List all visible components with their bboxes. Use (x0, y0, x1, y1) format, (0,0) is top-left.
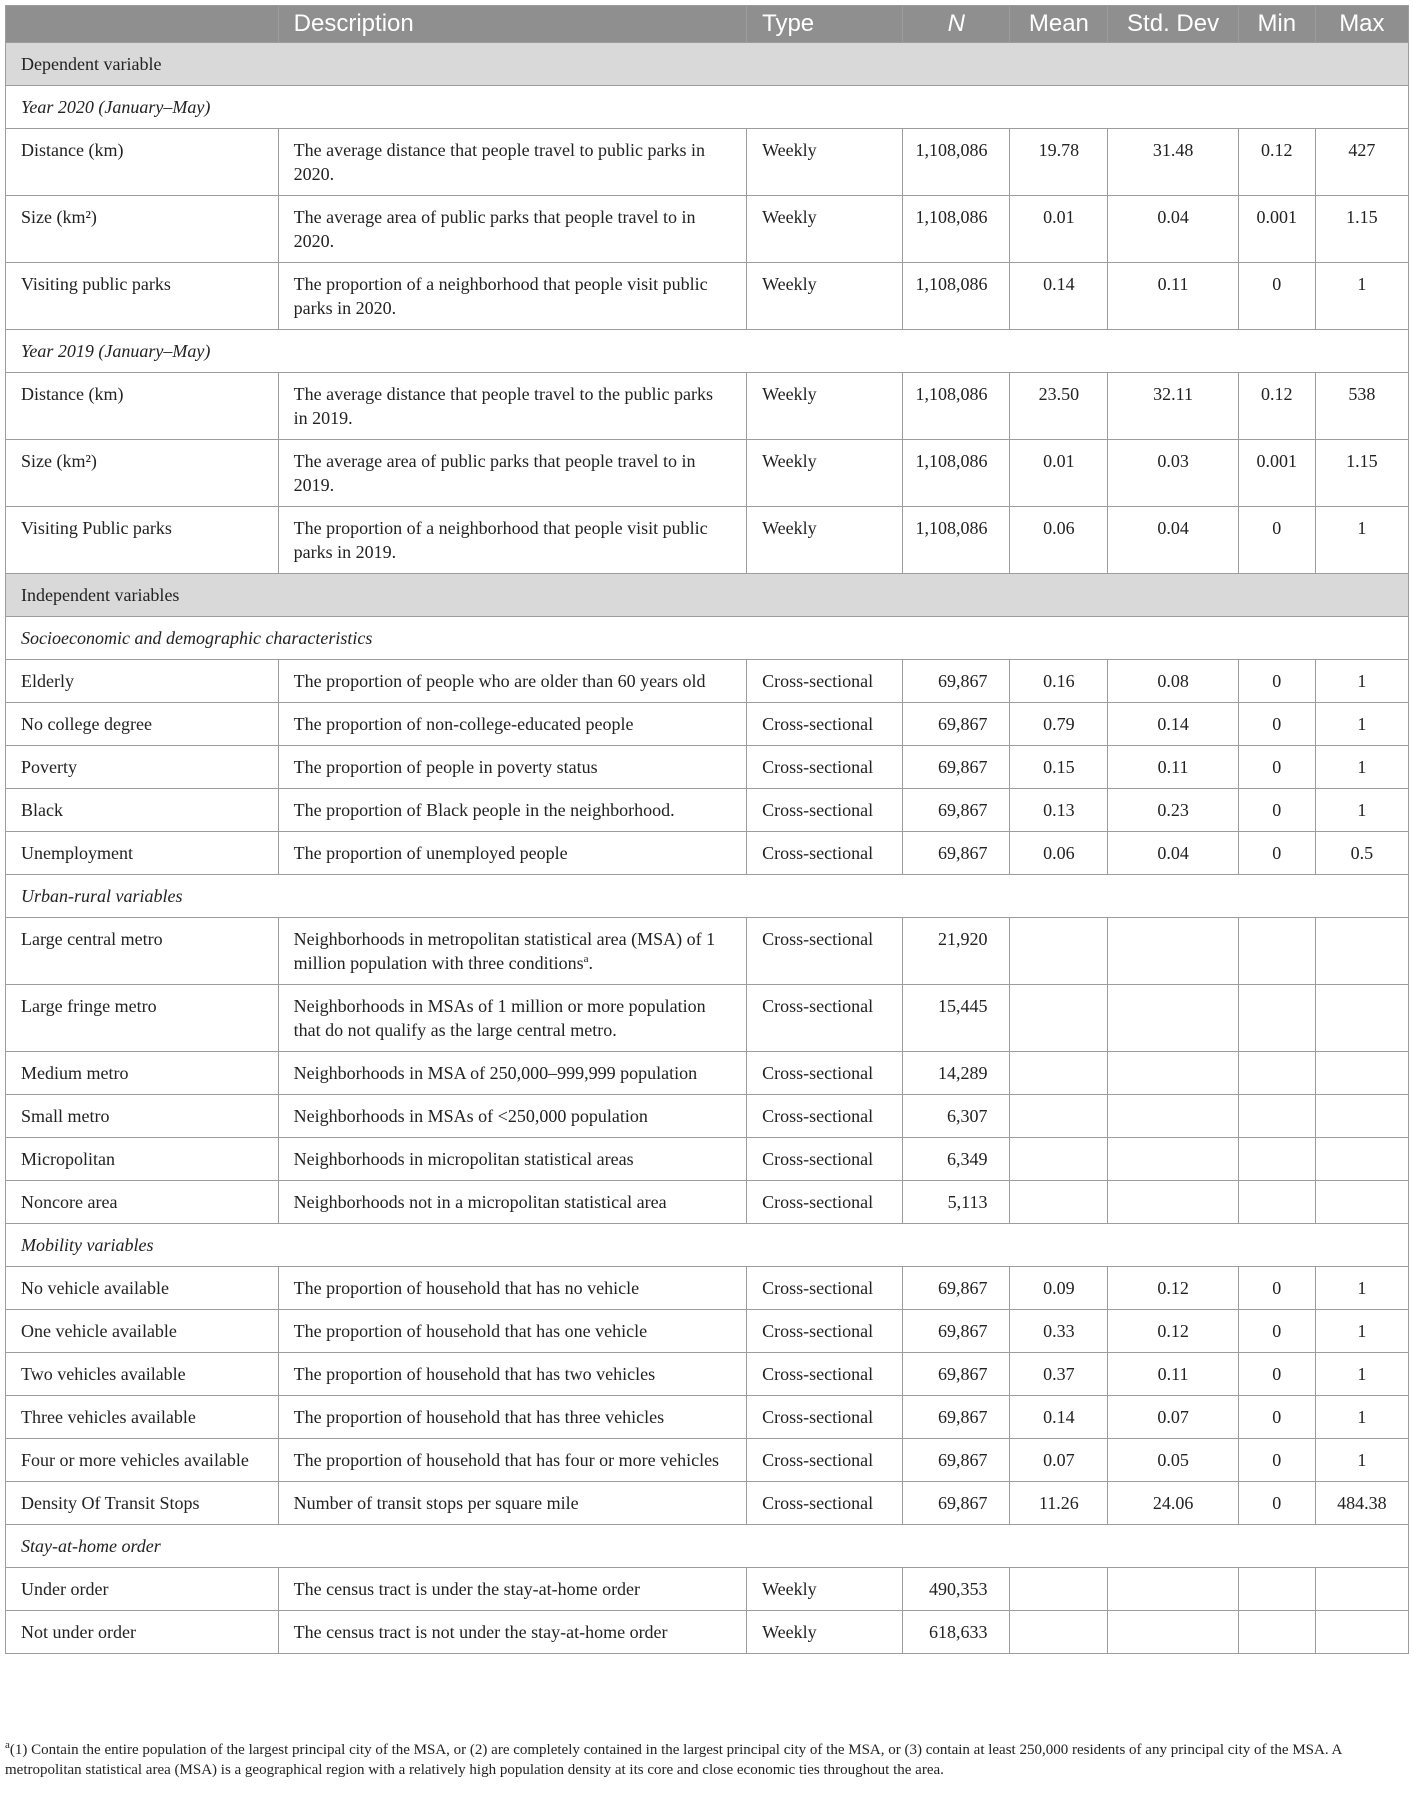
cell-max: 1 (1315, 703, 1408, 746)
cell-std-dev (1108, 1181, 1239, 1224)
cell-n: 69,867 (903, 789, 1010, 832)
table-row (6, 918, 1409, 985)
cell-mean: 0.06 (1010, 832, 1108, 875)
description-text: Number of transit stops per square mile (293, 1493, 579, 1513)
descriptive-statistics-table (5, 5, 1409, 1654)
subsection-row (6, 1525, 1409, 1568)
table-row (6, 832, 1409, 875)
cell-max: 1.15 (1315, 440, 1408, 507)
table-row (6, 129, 1409, 196)
table-row (6, 263, 1409, 330)
cell-n: 618,633 (903, 1611, 1010, 1654)
cell-type: Cross-sectional (747, 1095, 903, 1138)
table-row (6, 1439, 1409, 1482)
cell-description (278, 1611, 746, 1654)
cell-std-dev (1108, 1611, 1239, 1654)
cell-variable: Under order (6, 1568, 279, 1611)
cell-std-dev: 0.11 (1108, 263, 1239, 330)
subsection-title: Stay-at-home order (6, 1525, 1409, 1568)
cell-description (278, 1396, 746, 1439)
cell-n: 69,867 (903, 1396, 1010, 1439)
cell-variable: Distance (km) (6, 373, 279, 440)
cell-max (1315, 1611, 1408, 1654)
subsection-title: Year 2020 (January–May) (6, 86, 1409, 129)
cell-max (1315, 1052, 1408, 1095)
cell-variable: Small metro (6, 1095, 279, 1138)
section-title: Independent variables (6, 574, 1409, 617)
cell-mean: 19.78 (1010, 129, 1108, 196)
cell-description (278, 1482, 746, 1525)
cell-variable: Visiting public parks (6, 263, 279, 330)
table-row (6, 1396, 1409, 1439)
cell-variable: Large central metro (6, 918, 279, 985)
cell-variable: Four or more vehicles available (6, 1439, 279, 1482)
cell-mean: 0.09 (1010, 1267, 1108, 1310)
cell-n: 1,108,086 (903, 440, 1010, 507)
cell-type: Weekly (747, 440, 903, 507)
cell-type: Weekly (747, 263, 903, 330)
cell-n: 14,289 (903, 1052, 1010, 1095)
cell-min: 0 (1238, 1353, 1315, 1396)
cell-min: 0.001 (1238, 440, 1315, 507)
cell-std-dev (1108, 1052, 1239, 1095)
cell-variable: Distance (km) (6, 129, 279, 196)
cell-min: 0 (1238, 1482, 1315, 1525)
cell-description (278, 440, 746, 507)
cell-mean: 0.15 (1010, 746, 1108, 789)
description-text: Neighborhoods in MSA of 250,000–999,999 population (293, 1063, 698, 1083)
description-tail: . (588, 953, 594, 973)
cell-variable: Noncore area (6, 1181, 279, 1224)
subsection-row (6, 617, 1409, 660)
cell-variable: Size (km²) (6, 440, 279, 507)
cell-max (1315, 1568, 1408, 1611)
cell-type: Cross-sectional (747, 985, 903, 1052)
description-text: The average distance that people travel to the public parks in 2019. (293, 384, 713, 428)
subsection-row (6, 875, 1409, 918)
cell-description (278, 660, 746, 703)
cell-mean: 23.50 (1010, 373, 1108, 440)
cell-min (1238, 1611, 1315, 1654)
description-text: The census tract is not under the stay-at-home order (293, 1622, 668, 1642)
cell-min: 0 (1238, 746, 1315, 789)
table-row (6, 660, 1409, 703)
table-row (6, 1482, 1409, 1525)
section-row (6, 574, 1409, 617)
footnote-text: (1) Contain the entire population of the largest principal city of the MSA, or (2) are completely contained in the largest principal city of the MSA, or (3) contain at least 250,000 residents of any principal city of the MSA. A metropolitan statistical area (MSA) is a geographical region with a relatively high population density at its core and close economic ties throughout the area. (5, 1742, 1342, 1778)
cell-min: 0 (1238, 507, 1315, 574)
cell-type: Cross-sectional (747, 1482, 903, 1525)
table-footnote (5, 1740, 1409, 1780)
cell-description (278, 1310, 746, 1353)
cell-n: 69,867 (903, 1310, 1010, 1353)
cell-std-dev: 0.07 (1108, 1396, 1239, 1439)
cell-n: 1,108,086 (903, 196, 1010, 263)
subsection-row (6, 330, 1409, 373)
cell-description (278, 129, 746, 196)
cell-type: Weekly (747, 507, 903, 574)
description-text: The proportion of household that has two vehicles (293, 1364, 656, 1384)
description-text: The proportion of household that has three vehicles (293, 1407, 665, 1427)
cell-mean: 0.37 (1010, 1353, 1108, 1396)
header-variable (6, 6, 279, 43)
cell-max (1315, 918, 1408, 985)
cell-description (278, 918, 746, 985)
cell-max: 1 (1315, 789, 1408, 832)
description-text: The proportion of non-college-educated people (293, 714, 634, 734)
subsection-row (6, 86, 1409, 129)
cell-mean (1010, 918, 1108, 985)
cell-min (1238, 1138, 1315, 1181)
cell-n: 6,349 (903, 1138, 1010, 1181)
cell-type: Cross-sectional (747, 746, 903, 789)
cell-mean (1010, 1181, 1108, 1224)
description-text: The census tract is under the stay-at-home order (293, 1579, 641, 1599)
cell-variable: No vehicle available (6, 1267, 279, 1310)
cell-variable: Medium metro (6, 1052, 279, 1095)
cell-std-dev (1108, 1138, 1239, 1181)
description-text: Neighborhoods in MSAs of <250,000 population (293, 1106, 648, 1126)
table-row (6, 1310, 1409, 1353)
description-text: Neighborhoods not in a micropolitan statistical area (293, 1192, 667, 1212)
cell-min: 0.12 (1238, 373, 1315, 440)
cell-n: 69,867 (903, 832, 1010, 875)
cell-max: 484.38 (1315, 1482, 1408, 1525)
cell-type: Weekly (747, 1611, 903, 1654)
cell-n: 69,867 (903, 746, 1010, 789)
cell-type: Weekly (747, 129, 903, 196)
description-text: The proportion of a neighborhood that people visit public parks in 2019. (293, 518, 708, 562)
cell-min: 0 (1238, 703, 1315, 746)
cell-description (278, 263, 746, 330)
cell-n: 69,867 (903, 1439, 1010, 1482)
section-title: Dependent variable (6, 43, 1409, 86)
cell-n: 15,445 (903, 985, 1010, 1052)
subsection-title: Urban-rural variables (6, 875, 1409, 918)
cell-mean: 0.14 (1010, 1396, 1108, 1439)
cell-std-dev: 0.04 (1108, 832, 1239, 875)
cell-type: Cross-sectional (747, 660, 903, 703)
cell-max: 0.5 (1315, 832, 1408, 875)
cell-min: 0 (1238, 832, 1315, 875)
cell-type: Cross-sectional (747, 703, 903, 746)
table-body (6, 43, 1409, 1654)
cell-std-dev: 0.11 (1108, 746, 1239, 789)
header-description: Description (278, 6, 746, 43)
cell-max: 1 (1315, 1310, 1408, 1353)
cell-mean (1010, 1095, 1108, 1138)
cell-type: Cross-sectional (747, 918, 903, 985)
cell-max: 1 (1315, 746, 1408, 789)
cell-min (1238, 985, 1315, 1052)
cell-mean (1010, 1611, 1108, 1654)
cell-type: Cross-sectional (747, 1181, 903, 1224)
cell-std-dev (1108, 918, 1239, 985)
cell-type: Cross-sectional (747, 1138, 903, 1181)
cell-mean: 0.33 (1010, 1310, 1108, 1353)
cell-max (1315, 1138, 1408, 1181)
table-row (6, 440, 1409, 507)
cell-description (278, 832, 746, 875)
cell-mean: 0.06 (1010, 507, 1108, 574)
cell-max: 1 (1315, 1396, 1408, 1439)
cell-std-dev: 0.12 (1108, 1267, 1239, 1310)
table-row (6, 1052, 1409, 1095)
cell-n: 1,108,086 (903, 129, 1010, 196)
cell-n: 6,307 (903, 1095, 1010, 1138)
table-container (5, 5, 1409, 1654)
cell-std-dev: 0.05 (1108, 1439, 1239, 1482)
description-text: The proportion of a neighborhood that people visit public parks in 2020. (293, 274, 708, 318)
cell-variable: Three vehicles available (6, 1396, 279, 1439)
cell-std-dev: 0.23 (1108, 789, 1239, 832)
description-text: The proportion of Black people in the neighborhood. (293, 800, 675, 820)
description-text: Neighborhoods in metropolitan statistical area (MSA) of 1 million population with three conditions (293, 929, 716, 973)
cell-std-dev: 0.08 (1108, 660, 1239, 703)
cell-n: 21,920 (903, 918, 1010, 985)
cell-max (1315, 985, 1408, 1052)
cell-std-dev: 0.04 (1108, 507, 1239, 574)
cell-type: Weekly (747, 373, 903, 440)
cell-max (1315, 1181, 1408, 1224)
table-row (6, 1611, 1409, 1654)
cell-variable: Visiting Public parks (6, 507, 279, 574)
cell-type: Weekly (747, 196, 903, 263)
cell-mean: 0.16 (1010, 660, 1108, 703)
header-mean: Mean (1010, 6, 1108, 43)
table-row (6, 1267, 1409, 1310)
cell-variable: Black (6, 789, 279, 832)
cell-max: 1 (1315, 507, 1408, 574)
description-text: The proportion of unemployed people (293, 843, 568, 863)
cell-std-dev: 0.12 (1108, 1310, 1239, 1353)
cell-mean: 0.01 (1010, 440, 1108, 507)
description-text: Neighborhoods in MSAs of 1 million or more population that do not qualify as the large central metro. (293, 996, 706, 1040)
table-row (6, 746, 1409, 789)
cell-type: Cross-sectional (747, 1396, 903, 1439)
cell-variable: Size (km²) (6, 196, 279, 263)
cell-n: 69,867 (903, 1482, 1010, 1525)
description-text: The average area of public parks that people travel to in 2020. (293, 207, 696, 251)
cell-std-dev: 0.03 (1108, 440, 1239, 507)
cell-n: 69,867 (903, 660, 1010, 703)
cell-n: 1,108,086 (903, 507, 1010, 574)
cell-n: 1,108,086 (903, 263, 1010, 330)
cell-variable: Micropolitan (6, 1138, 279, 1181)
cell-min: 0 (1238, 263, 1315, 330)
subsection-title: Mobility variables (6, 1224, 1409, 1267)
cell-description (278, 1439, 746, 1482)
cell-n: 490,353 (903, 1568, 1010, 1611)
cell-min: 0.001 (1238, 196, 1315, 263)
table-row (6, 703, 1409, 746)
table-row (6, 1138, 1409, 1181)
cell-max: 1 (1315, 1439, 1408, 1482)
table-row (6, 789, 1409, 832)
cell-min (1238, 1181, 1315, 1224)
table-row (6, 1095, 1409, 1138)
cell-max: 1 (1315, 1267, 1408, 1310)
cell-mean (1010, 1138, 1108, 1181)
cell-description (278, 1138, 746, 1181)
cell-std-dev: 32.11 (1108, 373, 1239, 440)
section-row (6, 43, 1409, 86)
cell-mean: 0.79 (1010, 703, 1108, 746)
table-row (6, 1353, 1409, 1396)
cell-min: 0.12 (1238, 129, 1315, 196)
table-row (6, 1181, 1409, 1224)
cell-variable: Poverty (6, 746, 279, 789)
description-text: The proportion of people in poverty status (293, 757, 598, 777)
description-text: The proportion of people who are older than 60 years old (293, 671, 706, 691)
description-text: The average distance that people travel to public parks in 2020. (293, 140, 706, 184)
cell-description (278, 373, 746, 440)
header-n: N (903, 6, 1010, 43)
header-type: Type (747, 6, 903, 43)
cell-std-dev (1108, 1095, 1239, 1138)
cell-n: 1,108,086 (903, 373, 1010, 440)
cell-max: 427 (1315, 129, 1408, 196)
cell-std-dev: 24.06 (1108, 1482, 1239, 1525)
header-row (6, 6, 1409, 43)
cell-variable: Elderly (6, 660, 279, 703)
cell-type: Cross-sectional (747, 1267, 903, 1310)
cell-type: Cross-sectional (747, 1353, 903, 1396)
cell-std-dev: 0.04 (1108, 196, 1239, 263)
description-text: The proportion of household that has one vehicle (293, 1321, 648, 1341)
cell-mean: 0.14 (1010, 263, 1108, 330)
cell-type: Cross-sectional (747, 1052, 903, 1095)
description-text: Neighborhoods in micropolitan statistical areas (293, 1149, 634, 1169)
cell-min: 0 (1238, 1310, 1315, 1353)
cell-n: 5,113 (903, 1181, 1010, 1224)
cell-mean: 0.01 (1010, 196, 1108, 263)
cell-variable: Density Of Transit Stops (6, 1482, 279, 1525)
cell-min: 0 (1238, 1267, 1315, 1310)
footnote-reference: a (583, 953, 589, 965)
cell-min (1238, 1568, 1315, 1611)
cell-max: 1.15 (1315, 196, 1408, 263)
cell-min: 0 (1238, 1396, 1315, 1439)
cell-mean (1010, 985, 1108, 1052)
cell-description (278, 1353, 746, 1396)
cell-description (278, 196, 746, 263)
subsection-title: Year 2019 (January–May) (6, 330, 1409, 373)
cell-n: 69,867 (903, 703, 1010, 746)
cell-description (278, 1568, 746, 1611)
cell-min: 0 (1238, 660, 1315, 703)
cell-description (278, 985, 746, 1052)
description-text: The average area of public parks that people travel to in 2019. (293, 451, 696, 495)
cell-type: Cross-sectional (747, 1439, 903, 1482)
header-max: Max (1315, 6, 1408, 43)
cell-mean (1010, 1568, 1108, 1611)
footnote-marker: a (5, 1739, 10, 1751)
cell-description (278, 1181, 746, 1224)
cell-description (278, 1052, 746, 1095)
subsection-row (6, 1224, 1409, 1267)
header-std-dev: Std. Dev (1108, 6, 1239, 43)
cell-description (278, 703, 746, 746)
description-text: The proportion of household that has no vehicle (293, 1278, 640, 1298)
cell-description (278, 1095, 746, 1138)
cell-type: Weekly (747, 1568, 903, 1611)
cell-type: Cross-sectional (747, 1310, 903, 1353)
cell-mean: 11.26 (1010, 1482, 1108, 1525)
cell-std-dev: 31.48 (1108, 129, 1239, 196)
cell-max: 1 (1315, 1353, 1408, 1396)
cell-min: 0 (1238, 1439, 1315, 1482)
cell-n: 69,867 (903, 1353, 1010, 1396)
header-min: Min (1238, 6, 1315, 43)
cell-mean: 0.13 (1010, 789, 1108, 832)
description-text: The proportion of household that has four or more vehicles (293, 1450, 720, 1470)
table-row (6, 373, 1409, 440)
table-row (6, 985, 1409, 1052)
cell-std-dev: 0.14 (1108, 703, 1239, 746)
cell-type: Cross-sectional (747, 789, 903, 832)
table-row (6, 1568, 1409, 1611)
cell-variable: Not under order (6, 1611, 279, 1654)
cell-description (278, 789, 746, 832)
cell-description (278, 507, 746, 574)
cell-std-dev (1108, 1568, 1239, 1611)
cell-variable: Unemployment (6, 832, 279, 875)
cell-mean: 0.07 (1010, 1439, 1108, 1482)
cell-description (278, 746, 746, 789)
cell-mean (1010, 1052, 1108, 1095)
cell-max: 1 (1315, 263, 1408, 330)
subsection-title: Socioeconomic and demographic characteristics (6, 617, 1409, 660)
cell-std-dev: 0.11 (1108, 1353, 1239, 1396)
cell-variable: One vehicle available (6, 1310, 279, 1353)
cell-n: 69,867 (903, 1267, 1010, 1310)
cell-variable: No college degree (6, 703, 279, 746)
cell-description (278, 1267, 746, 1310)
cell-variable: Large fringe metro (6, 985, 279, 1052)
cell-variable: Two vehicles available (6, 1353, 279, 1396)
cell-std-dev (1108, 985, 1239, 1052)
cell-min (1238, 1052, 1315, 1095)
cell-min (1238, 918, 1315, 985)
cell-max (1315, 1095, 1408, 1138)
cell-max: 538 (1315, 373, 1408, 440)
table-row (6, 196, 1409, 263)
cell-max: 1 (1315, 660, 1408, 703)
table-row (6, 507, 1409, 574)
cell-min: 0 (1238, 789, 1315, 832)
cell-type: Cross-sectional (747, 832, 903, 875)
cell-min (1238, 1095, 1315, 1138)
